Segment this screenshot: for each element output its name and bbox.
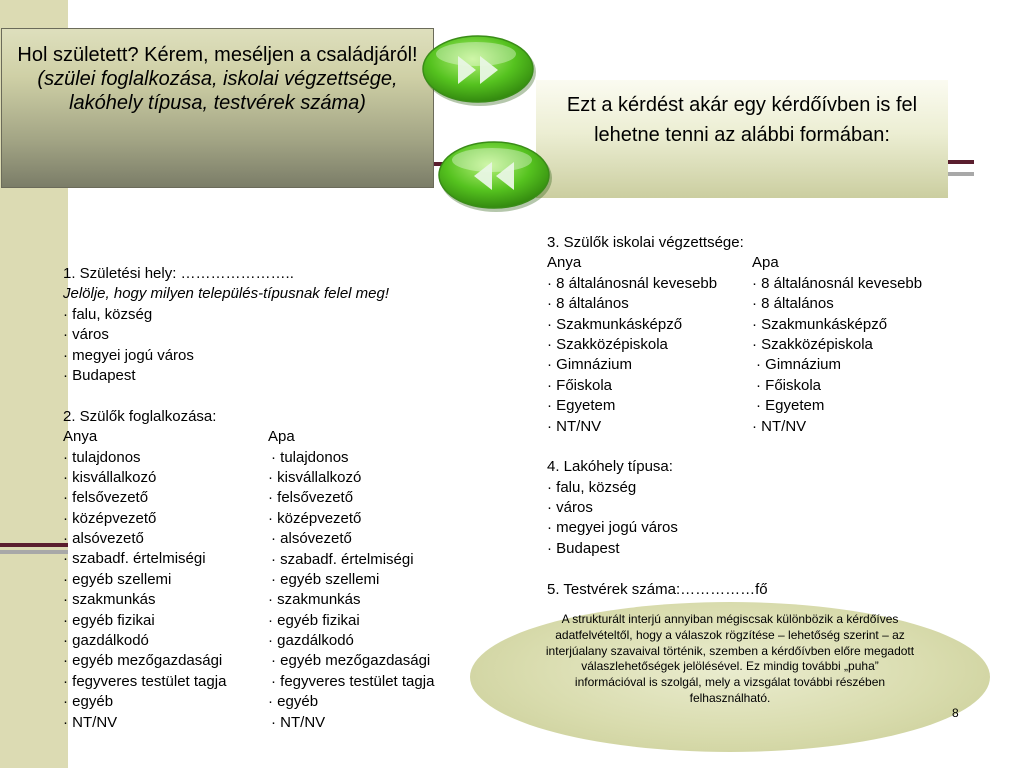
- education-mother-header: Anya: [547, 254, 582, 272]
- next-button[interactable]: [420, 32, 538, 108]
- list-item: · egyéb fizikai: [268, 611, 360, 629]
- list-item: · Gimnázium: [756, 356, 842, 374]
- list-item: · középvezető: [63, 509, 157, 527]
- list-item: · falu, község: [63, 305, 153, 323]
- question-italic-text: (szülei foglalkozása, iskolai végzettsége, lakóhely típusa, testvérek száma): [37, 68, 398, 114]
- occupation-father-column: [268, 427, 434, 733]
- list-item: · Szakmunkásképző: [752, 315, 888, 333]
- list-item: · megyei jogú város: [547, 519, 678, 537]
- list-item: · 8 általános: [752, 295, 834, 313]
- section-residence-title: 4. Lakóhely típusa:: [547, 458, 673, 476]
- left-maroon-stripe: [0, 543, 68, 547]
- list-item: · tulajdonos: [271, 448, 349, 466]
- section-birthplace-instruction: Jelölje, hogy milyen település-típusnak felel meg!: [63, 285, 390, 303]
- list-item: · NT/NV: [752, 417, 807, 435]
- list-item: · felsővezető: [63, 489, 149, 507]
- list-item: · tulajdonos: [63, 448, 141, 466]
- list-item: · egyéb: [63, 693, 114, 711]
- note-text: A strukturált interjú annyiban mégiscsak különbözik a kérdőíves adatfelvételtől, hogy a válaszok rögzítése – lehetőség szerint – az interjúalany szavaival történik, szemben a kérdőívben előre megadott válaszlehetőségek jelölésével. Ez mindig további „puha” információval is szolgál, mely a vizsgálat további részében felhasználható.: [545, 612, 915, 705]
- list-item: · Szakmunkásképző: [547, 315, 683, 333]
- list-item: · egyéb fizikai: [63, 611, 155, 629]
- section-birthplace-title: 1. Születési hely: …………………..: [63, 265, 294, 282]
- list-item: · fegyveres testület tagja: [63, 672, 227, 690]
- list-item: · Budapest: [547, 539, 620, 557]
- education-father-column: [752, 253, 922, 437]
- list-item: · Budapest: [63, 366, 136, 384]
- list-item: · egyéb mezőgazdasági: [271, 652, 431, 670]
- list-item: · NT/NV: [63, 713, 118, 731]
- list-item: · város: [63, 326, 109, 344]
- list-item: · város: [547, 499, 593, 517]
- list-item: · Gimnázium: [547, 356, 633, 374]
- list-item: · NT/NV: [271, 713, 326, 731]
- right-gray-stripe: [948, 172, 974, 176]
- list-item: · egyéb szellemi: [271, 570, 380, 588]
- section-education: [547, 233, 768, 600]
- section-siblings-title: 5. Testvérek száma:……………fő: [547, 580, 768, 598]
- list-item: · szakmunkás: [63, 591, 156, 609]
- list-item: · szabadf. értelmiségi: [271, 550, 414, 568]
- list-item: · egyéb mezőgazdasági: [63, 652, 223, 670]
- occupation-mother-header: Anya: [63, 428, 98, 446]
- list-item: · alsóvezető: [271, 530, 352, 548]
- section-education-title: 3. Szülők iskolai végzettsége:: [547, 234, 744, 251]
- list-item: · szakmunkás: [268, 591, 361, 609]
- list-item: · 8 általános: [547, 295, 629, 313]
- list-item: · 8 általánosnál kevesebb: [547, 274, 718, 292]
- list-item: · 8 általánosnál kevesebb: [752, 274, 923, 292]
- right-maroon-stripe: [948, 160, 974, 164]
- list-item: · szabadf. értelmiségi: [63, 550, 206, 568]
- list-item: · Szakközépiskola: [752, 335, 873, 353]
- section-occupation-title: 2. Szülők foglalkozása:: [63, 407, 217, 425]
- list-item: · felsővezető: [268, 489, 354, 507]
- list-item: · gazdálkodó: [63, 632, 149, 650]
- list-item: · Főiskola: [547, 376, 613, 394]
- education-father-header: Apa: [752, 254, 779, 272]
- list-item: · Egyetem: [756, 397, 825, 415]
- list-item: · gazdálkodó: [268, 632, 354, 650]
- list-item: · kisvállalkozó: [63, 468, 157, 486]
- list-item: · egyéb szellemi: [63, 570, 172, 588]
- list-item: · egyéb: [268, 693, 319, 711]
- list-item: · Egyetem: [547, 397, 616, 415]
- list-item: · Főiskola: [756, 376, 822, 394]
- page-number: 8: [952, 706, 959, 720]
- left-gray-stripe: [0, 550, 68, 554]
- list-item: · megyei jogú város: [63, 346, 194, 364]
- question-text: Hol született? Kérem, meséljen a családjáról!: [17, 44, 418, 66]
- occupation-father-header: Apa: [268, 428, 295, 446]
- list-item: · NT/NV: [547, 417, 602, 435]
- list-item: · Szakközépiskola: [547, 335, 668, 353]
- list-item: · fegyveres testület tagja: [271, 672, 435, 690]
- question-box: [1, 28, 434, 188]
- list-item: · falu, község: [547, 478, 637, 496]
- list-item: · alsóvezető: [63, 530, 144, 548]
- answer-box: Ezt a kérdést akár egy kérdőívben is fel lehetne tenni az alábbi formában:: [536, 80, 948, 198]
- back-button[interactable]: [436, 138, 554, 214]
- list-item: · középvezető: [268, 509, 362, 527]
- list-item: · kisvállalkozó: [268, 468, 362, 486]
